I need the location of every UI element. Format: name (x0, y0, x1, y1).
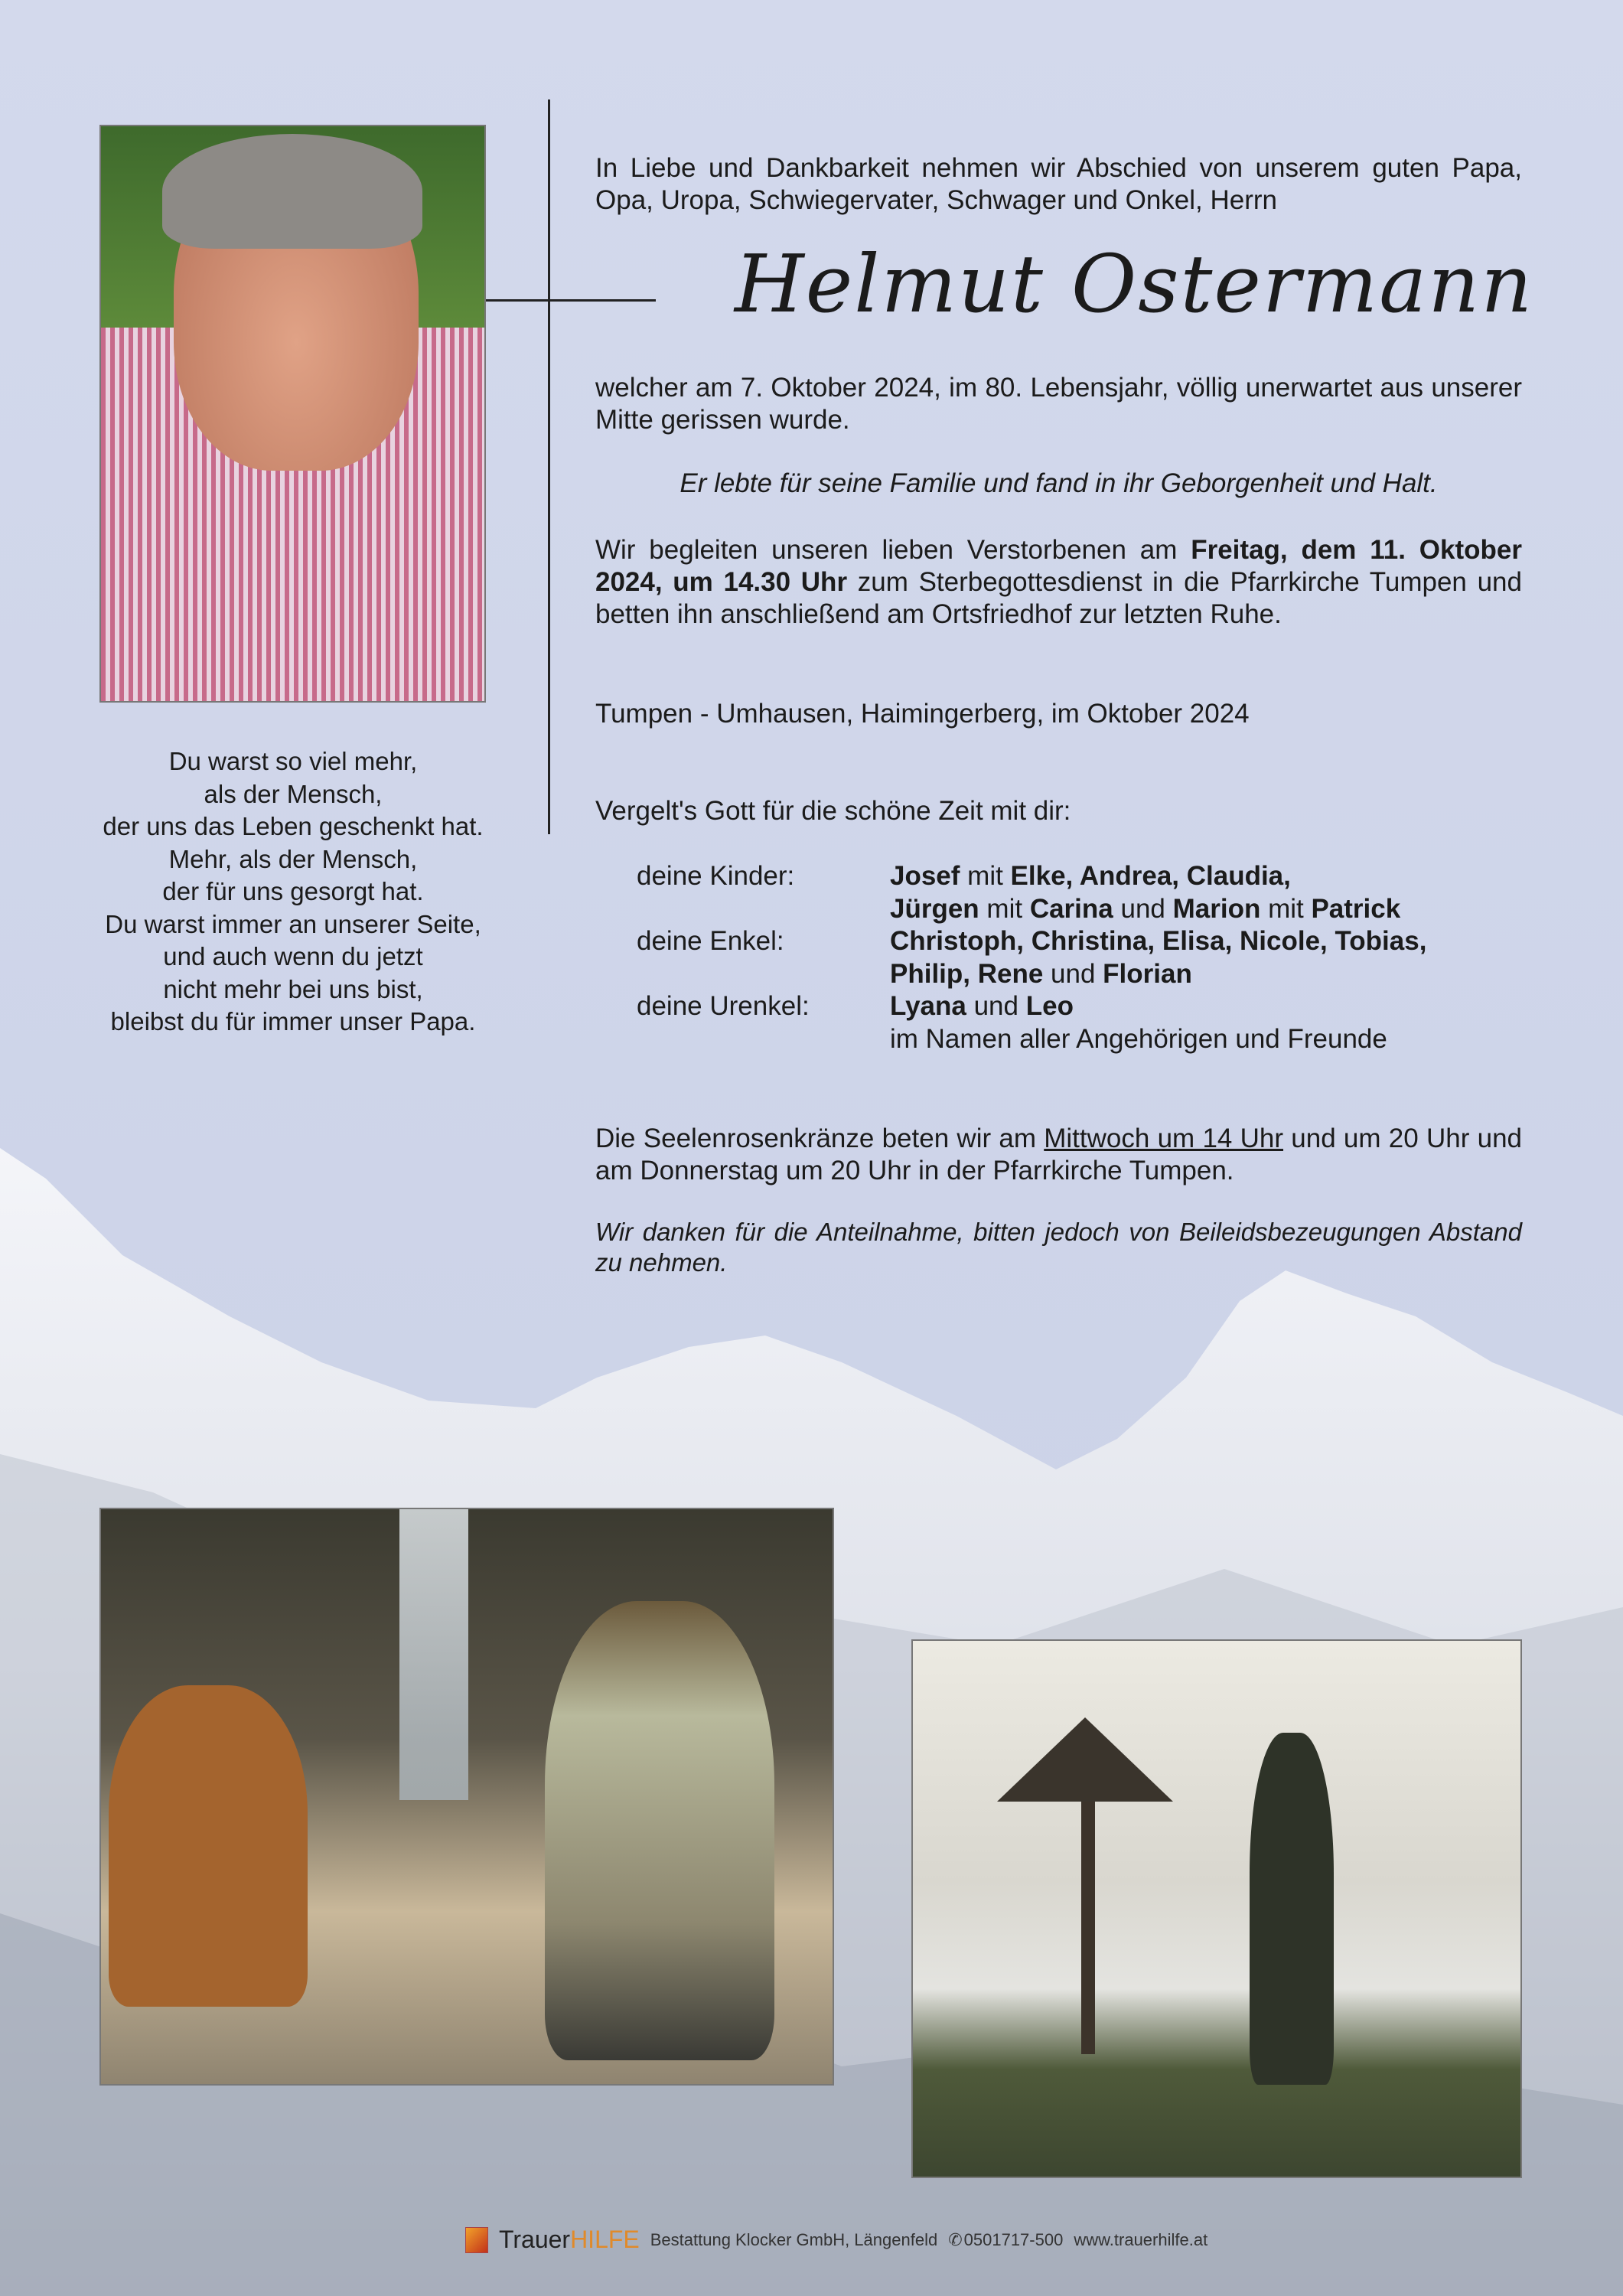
rosary-text (595, 1123, 1522, 1187)
family-list (637, 860, 1426, 1055)
poem-line: Mehr, als der Mensch, (168, 844, 418, 873)
poem-line: nicht mehr bei uns bist, (163, 974, 423, 1003)
company-name: Bestattung Klocker GmbH, Längenfeld (650, 2229, 938, 2249)
poem-line: der uns das Leben geschenkt hat. (103, 812, 484, 840)
deceased-name: Helmut Ostermann (735, 237, 1534, 331)
kinder-line-1: Josef mit Elke, Andrea, Claudia, (890, 861, 1291, 891)
rosary-pre: Die Seelenrosenkränze beten wir am (595, 1124, 1045, 1153)
place-date: Tumpen - Umhausen, Haimingerberg, im Oktober 2024 (595, 699, 1250, 729)
poem-line: als der Mensch, (204, 779, 383, 808)
rosary-time: Mittwoch um 14 Uhr (1044, 1124, 1284, 1153)
poem (77, 745, 510, 1039)
rosary-post: und um 20 Uhr und am Donnerstag um 20 Uhr in der Pfarrkirche Tumpen. (595, 1124, 1522, 1186)
poem-line: Du warst immer an unserer Seite, (105, 909, 481, 938)
enkel-label: deine Enkel: (637, 926, 784, 956)
poem-line: der für uns gesorgt hat. (162, 877, 424, 905)
phone-number: 0501717-500 (963, 2229, 1064, 2249)
intro-text: In Liebe und Dankbarkeit nehmen wir Abschied von unserem guten Papa, Opa, Uropa, Schwiegervater, Schwager und Onkel, Herrn (595, 153, 1522, 215)
enkel-line-2: Philip, Rene und Florian (890, 958, 1192, 989)
kinder-label: deine Kinder: (637, 861, 795, 891)
funeral-text (595, 534, 1522, 631)
poem-line: und auch wenn du jetzt (163, 942, 423, 970)
poem-line: bleibst du für immer unser Papa. (110, 1007, 476, 1035)
photo-summit-cross (911, 1639, 1522, 2178)
thanks-intro: Vergelt's Gott für die schöne Zeit mit dir: (595, 796, 1071, 826)
portrait-photo (99, 125, 486, 703)
website-link[interactable]: www.trauerhilfe.at (1074, 2229, 1208, 2249)
footer (465, 2226, 1207, 2254)
motto-text: Er lebte für seine Familie und fand in ihr Geborgenheit und Halt. (680, 468, 1438, 498)
logo-text: TrauerHILFE (499, 2226, 640, 2253)
cross-horizontal-line (486, 299, 656, 302)
closing-family: im Namen aller Angehörigen und Freunde (890, 1023, 1387, 1054)
urenkel-line: Lyana und Leo (890, 991, 1074, 1021)
funeral-pre: Wir begleiten unseren lieben Verstorbenen am (595, 535, 1191, 565)
closing-note: Wir danken für die Anteilnahme, bitten jedoch von Beileidsbezeugungen Abstand zu nehmen. (595, 1218, 1522, 1277)
enkel-line-1: Christoph, Christina, Elisa, Nicole, Tobias, (890, 926, 1427, 956)
funeral-datetime: Freitag, dem 11. Oktober 2024, um 14.30 Uhr (595, 535, 1522, 597)
urenkel-label: deine Urenkel: (637, 991, 810, 1021)
rose-logo-icon (465, 2227, 488, 2253)
cross-vertical-line (548, 99, 550, 834)
funeral-post: zum Sterbegottesdienst in die Pfarrkirche Tumpen und betten ihn anschließend am Ortsfriedhof zur letzten Ruhe. (595, 567, 1522, 629)
photo-with-dog (99, 1508, 834, 2086)
poem-line: Du warst so viel mehr, (168, 747, 418, 775)
kinder-line-2: Jürgen mit Carina und Marion mit Patrick (890, 893, 1401, 924)
phone-icon: ✆ (948, 2229, 963, 2249)
death-text: welcher am 7. Oktober 2024, im 80. Lebensjahr, völlig unerwartet aus unserer Mitte gerissen wurde. (595, 373, 1522, 435)
